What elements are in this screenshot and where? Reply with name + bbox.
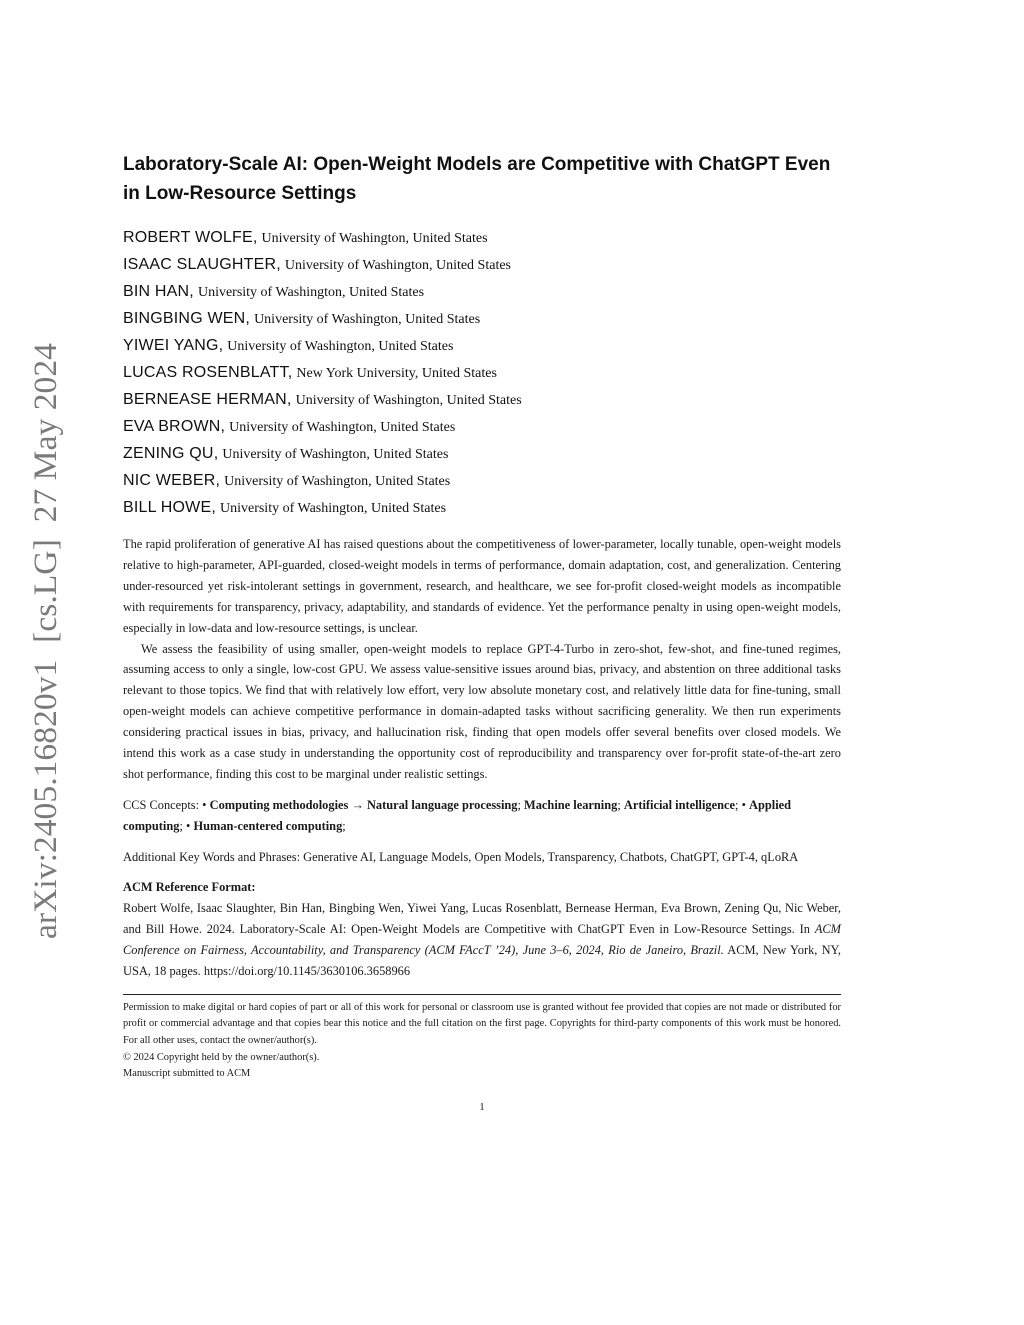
paper-title: Laboratory-Scale AI: Open-Weight Models are Competitive with ChatGPT Even in Low-Resource Settings <box>123 154 831 204</box>
author-name: EVA BROWN, <box>123 418 226 435</box>
ccs-bullet: • <box>202 797 207 812</box>
author-name: LUCAS ROSENBLATT, <box>123 364 293 381</box>
author-affiliation: University of Washington, United States <box>224 474 451 489</box>
author-name: BILL HOWE, <box>123 499 216 516</box>
footnote-divider <box>123 994 841 995</box>
author-entry <box>123 467 841 494</box>
permission-notice <box>123 1000 841 1083</box>
ccs-concept: Artificial intelligence <box>623 797 736 812</box>
copyright-text: © 2024 Copyright held by the owner/author(s). <box>123 1051 320 1063</box>
author-entry <box>123 278 841 305</box>
acm-reference-heading: ACM Reference Format: <box>123 879 256 894</box>
author-affiliation: University of Washington, United States <box>229 420 456 435</box>
author-entry <box>123 251 841 278</box>
permission-text: Permission to make digital or hard copies of part or all of this work for personal or classroom use is granted without fee provided that copies are not made or distributed for profit or commercial advantage and that copies bear this notice and the full citation on the first page. Copyrights for third-party components of this work must be honored. For all other uses, contact the owner/author(s). <box>123 1001 841 1047</box>
keywords: Additional Key Words and Phrases: Generative AI, Language Models, Open Models, Transparency, Chatbots, ChatGPT, GPT-4, qLoRA <box>123 849 799 864</box>
ccs-concept: Applied computing <box>123 797 792 833</box>
author-affiliation: University of Washington, United States <box>254 312 481 327</box>
author-affiliation: University of Washington, United States <box>227 339 454 354</box>
author-affiliation: University of Washington, United States <box>222 447 449 462</box>
author-affiliation: University of Washington, United States <box>261 231 488 246</box>
author-name: YIWEI YANG, <box>123 337 224 354</box>
ccs-concept: Computing methodologies <box>209 797 349 812</box>
author-entry <box>123 440 841 467</box>
ccs-separator: ; <box>179 818 187 833</box>
ccs-concept: Machine learning <box>524 797 618 812</box>
author-list <box>123 224 841 521</box>
author-affiliation: University of Washington, United States <box>295 393 522 408</box>
page-number: 1 <box>479 1102 485 1113</box>
author-entry <box>123 332 841 359</box>
ccs-concepts: CCS Concepts: • Computing methodologies → Natural language processing; Machine learning; Artificial intelligence; • Applied computing; • Human-centered computing; <box>123 797 792 833</box>
reference-citation: Robert Wolfe, Isaac Slaughter, Bin Han, Bingbing Wen, Yiwei Yang, Lucas Rosenblatt, Bernease Herman, Eva Brown, Zening Qu, Nic Weber, and Bill Howe. 2024. Laboratory-Scale AI: Open-Weight Models are Competitive with ChatGPT Even in Low-Resource Settings. In <box>123 900 841 936</box>
paper-first-page <box>123 150 841 1083</box>
author-name: BIN HAN, <box>123 283 194 300</box>
reference-venue: ACM Conference on Fairness, Accountability, and Transparency (ACM FAccT ’24), June 3–6, 2024, Rio de Janeiro, Brazil. <box>123 921 841 957</box>
author-entry <box>123 494 841 521</box>
author-affiliation: University of Washington, United States <box>284 258 511 273</box>
acm-reference-format <box>123 877 841 982</box>
ccs-separator: ; <box>735 797 742 812</box>
author-name: NIC WEBER, <box>123 472 221 489</box>
abstract <box>123 534 841 785</box>
author-entry <box>123 359 841 386</box>
author-name: BINGBING WEN, <box>123 310 251 327</box>
author-entry <box>123 386 841 413</box>
ccs-bullet: • <box>741 797 746 812</box>
author-entry <box>123 224 841 251</box>
ccs-separator: ; <box>617 797 624 812</box>
arxiv-identifier-stamp <box>24 342 64 940</box>
reference-publisher-doi: ACM, New York, NY, USA, 18 pages. https://doi.org/10.1145/3630106.3658966 <box>123 942 841 978</box>
author-name: ZENING QU, <box>123 445 219 462</box>
ccs-bullet: • <box>186 818 191 833</box>
author-affiliation: New York University, United States <box>296 366 497 381</box>
manuscript-note: Manuscript submitted to ACM <box>123 1068 251 1080</box>
abstract-paragraph: We assess the feasibility of using smaller, open-weight models to replace GPT-4-Turbo in zero-shot, few-shot, and fine-tuned regimes, assuming access to only a single, low-cost GPU. We assess value-sensitive issues around bias, privacy, and abstention on three additional tasks relevant to those topics. We find that with relatively low effort, very low absolute monetary cost, and relatively little data for fine-tuning, small open-weight models can achieve competitive performance in domain-adapted tasks without sacrificing generality. We then run experiments considering practical issues in bias, privacy, and hallucination risk, finding that open models offer several benefits over closed models. We intend this work as a case study in understanding the opportunity cost of reproducibility and transparency over for-profit state-of-the-art zero shot performance, finding this cost to be marginal under realistic settings. <box>123 641 841 781</box>
author-name: ISAAC SLAUGHTER, <box>123 256 281 273</box>
ccs-label: CCS Concepts: <box>123 797 203 812</box>
ccs-arrow: → <box>351 797 364 812</box>
author-entry <box>123 413 841 440</box>
author-name: BERNEASE HERMAN, <box>123 391 292 408</box>
ccs-separator: ; <box>517 797 525 812</box>
author-entry <box>123 305 841 332</box>
author-name: ROBERT WOLFE, <box>123 229 258 246</box>
author-affiliation: University of Washington, United States <box>219 501 447 516</box>
acm-reference-text <box>123 898 841 982</box>
arxiv-identifier-text: arXiv:2405.16820v1 [cs.LG] 27 May 2024 <box>28 354 64 939</box>
abstract-paragraph: The rapid proliferation of generative AI has raised questions about the competitiveness of lower-parameter, locally tunable, open-weight models relative to high-parameter, API-guarded, closed-weight models in terms of performance, domain adaptation, cost, and generalization. Centering under-resourced yet risk-intolerant settings in government, research, and healthcare, we see for-profit closed-weight models as incompatible with requirements for transparency, privacy, adaptability, and standards of evidence. Yet the performance penalty in using open-weight models, especially in low-data and low-resource settings, is unclear. <box>123 537 841 635</box>
ccs-concept: Human-centered computing <box>193 818 343 833</box>
author-affiliation: University of Washington, United States <box>197 285 425 300</box>
ccs-concept: Natural language processing <box>366 797 518 812</box>
